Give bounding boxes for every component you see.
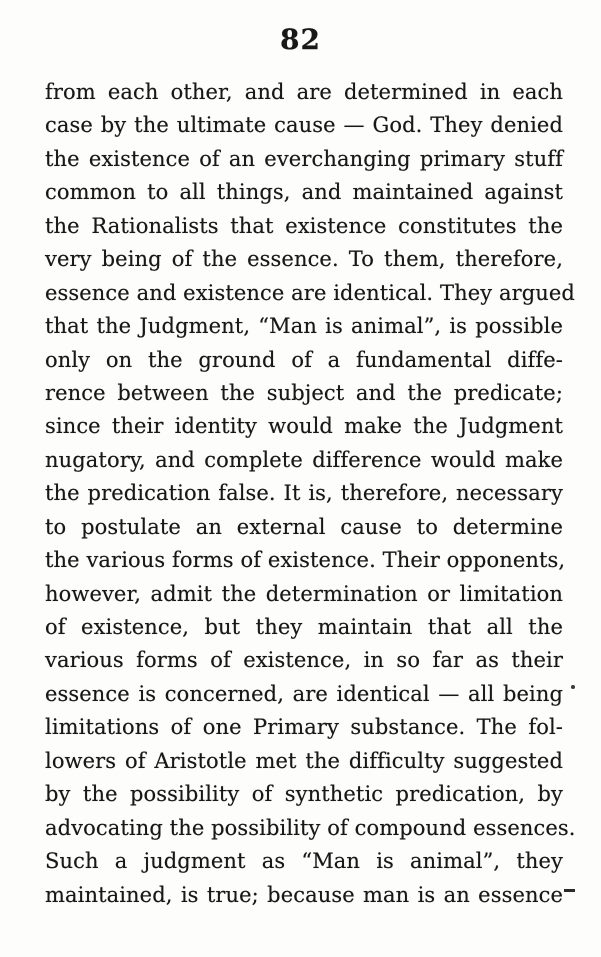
text-line: essence is concerned, are identical — all being: [45, 681, 563, 706]
text-line: rence between the subject and the predicate;: [45, 380, 563, 405]
text-line: from each other, and are determined in each: [45, 80, 563, 104]
text-line: maintained, is true; because man is an essence: [45, 882, 563, 907]
text-line: the various forms of existence. Their opponents,: [45, 548, 566, 573]
text-line: essence and existence are identical. They argued: [45, 280, 575, 305]
ink-speck-icon: [571, 685, 575, 689]
ink-dash-artifact-icon: [564, 889, 575, 892]
page-number: 82: [280, 23, 321, 56]
text-line: the existence of an everchanging primary stuff: [45, 146, 563, 171]
text-line: advocating the possibility of compound essences.: [45, 815, 576, 840]
text-line: that the Judgment, “Man is animal”, is possible: [45, 314, 563, 339]
text-line: common to all things, and maintained against: [45, 180, 563, 205]
text-line: Such a judgment as “Man is animal”, they: [45, 849, 563, 874]
text-line: to postulate an external cause to determine: [45, 514, 563, 539]
text-line: various forms of existence, in so far as their: [45, 648, 563, 673]
text-line: of existence, but they maintain that all the: [45, 615, 563, 639]
text-line: by the possibility of synthetic predication, by: [45, 782, 563, 807]
text-block: [45, 76, 576, 912]
text-line: lowers of Aristotle met the difficulty suggested: [45, 748, 563, 773]
text-line: only on the ground of a fundamental diffe-: [45, 347, 563, 372]
text-line: case by the ultimate cause — God. They denied: [45, 113, 563, 138]
text-line: the Rationalists that existence constitutes the: [45, 213, 563, 238]
text-line: the predication false. It is, therefore, necessary: [45, 481, 563, 506]
text-line: since their identity would make the Judgment: [45, 414, 563, 439]
text-line: very being of the essence. To them, therefore,: [45, 247, 563, 272]
text-line: nugatory, and complete difference would make: [45, 447, 563, 472]
text-line: limitations of one Primary substance. The fol-: [45, 715, 563, 740]
text-line: however, admit the determination or limitation: [45, 581, 563, 606]
